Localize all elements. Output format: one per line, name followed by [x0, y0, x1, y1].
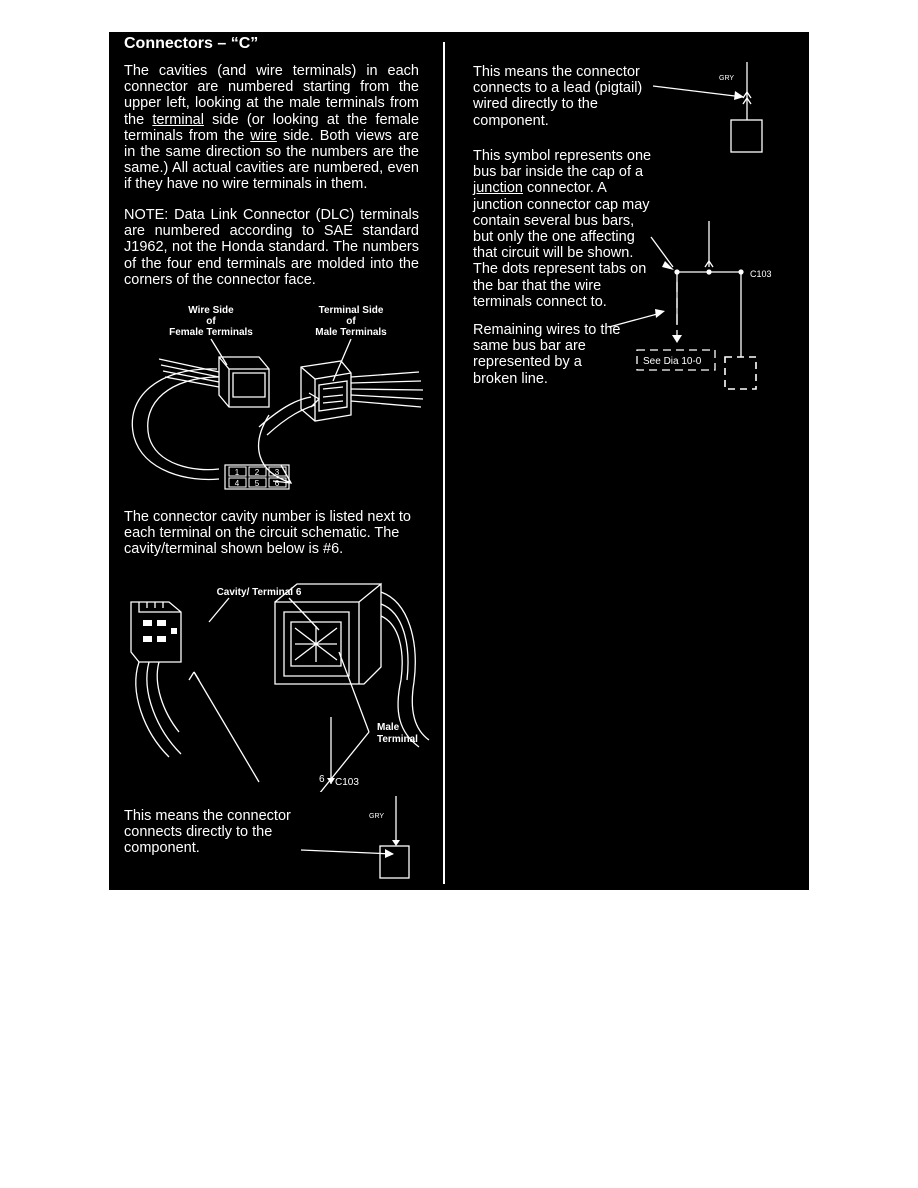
wire-word: wire	[250, 127, 277, 144]
page-title: Connectors – “C”	[124, 35, 259, 52]
terminal-face-diagram	[225, 465, 289, 489]
wire-color-label: GRY	[369, 813, 385, 820]
note-paragraph: NOTE: Data Link Connector (DLC) terminals are numbered according to SAE standard J1962, not the Honda standard. The numbers of the four end terminals are molded into the corners of the connector face.	[124, 207, 419, 288]
bus-bar-text-b: connector. A junction connector cap may contain several bus bars, but only the one affecting that circuit will be shown. The dots represent tabs on the bar that the wire terminals connect to.	[473, 180, 650, 310]
cavity-label: Cavity/ Terminal 6	[216, 587, 302, 598]
pigtail-symbol	[649, 60, 769, 160]
cavity-number: 4	[234, 479, 240, 488]
cavity-number: 5	[254, 479, 260, 488]
document-panel	[109, 32, 809, 890]
bus-bar-tab-dot	[706, 269, 711, 274]
broken-line-paragraph: Remaining wires to the same bus bar are represented by a broken line.	[473, 322, 621, 387]
connector-halves-figure	[119, 297, 439, 497]
female-terminal-slots	[143, 620, 177, 642]
connector-id-label: C103	[335, 777, 359, 788]
cavity-number-paragraph: The connector cavity number is listed next to each terminal on the circuit schematic. The cavity/terminal shown below is #6.	[124, 509, 411, 558]
see-diagram-label: See Dia 10-0	[643, 356, 702, 367]
male-terminal-label-2: Terminal	[377, 734, 418, 745]
intro-text-b: side (or looking at the female terminals from the	[124, 111, 420, 144]
intro-paragraph	[124, 63, 419, 193]
svg-text:of: of	[206, 316, 216, 327]
direct-connect-paragraph: This means the connector connects directly to the component.	[124, 808, 291, 857]
remote-component-box	[725, 357, 756, 389]
svg-text:Terminal Side: Terminal Side	[318, 305, 384, 316]
wire-side-label	[169, 305, 253, 338]
direct-connect-symbol	[289, 792, 419, 887]
terminal-side-label	[315, 305, 387, 338]
bus-bar-tab-dot	[674, 269, 679, 274]
terminal-word: terminal	[152, 111, 204, 128]
cavity-number: 3	[274, 468, 280, 477]
male-terminal-label: Male	[377, 722, 400, 733]
cavity-number: 2	[254, 468, 260, 477]
svg-text:Female Terminals: Female Terminals	[169, 327, 253, 338]
bus-bar-tab-dot	[738, 269, 743, 274]
junction-bus-bar-symbol	[609, 217, 804, 397]
svg-text:Male Terminals: Male Terminals	[315, 327, 387, 338]
cavity-number-label: 6	[319, 774, 325, 785]
pigtail-paragraph: This means the connector connects to a lead (pigtail) wired directly to the component.	[473, 64, 643, 129]
svg-text:of: of	[346, 316, 356, 327]
bus-bar-text-a: This symbol represents one bus bar inside the cap of a	[473, 148, 652, 181]
right-wire-color-label: GRY	[719, 75, 735, 82]
cavity-number: 6	[274, 479, 280, 488]
junction-connector-id: C103	[750, 269, 772, 279]
cavity-number: 1	[234, 468, 240, 477]
column-divider	[443, 42, 445, 884]
cavity-terminal-figure	[119, 572, 439, 792]
intro-text-a: The cavities (and wire terminals) in each connector are numbered starting from the upper left, looking at the male terminals from the	[124, 63, 419, 128]
intro-text-c: side. Both views are in the same direction so the numbers are the same.) All actual cavities are numbered, even if they have no wire terminals in them.	[124, 127, 419, 193]
junction-word: junction	[473, 180, 523, 197]
svg-text:Wire Side: Wire Side	[188, 305, 234, 316]
